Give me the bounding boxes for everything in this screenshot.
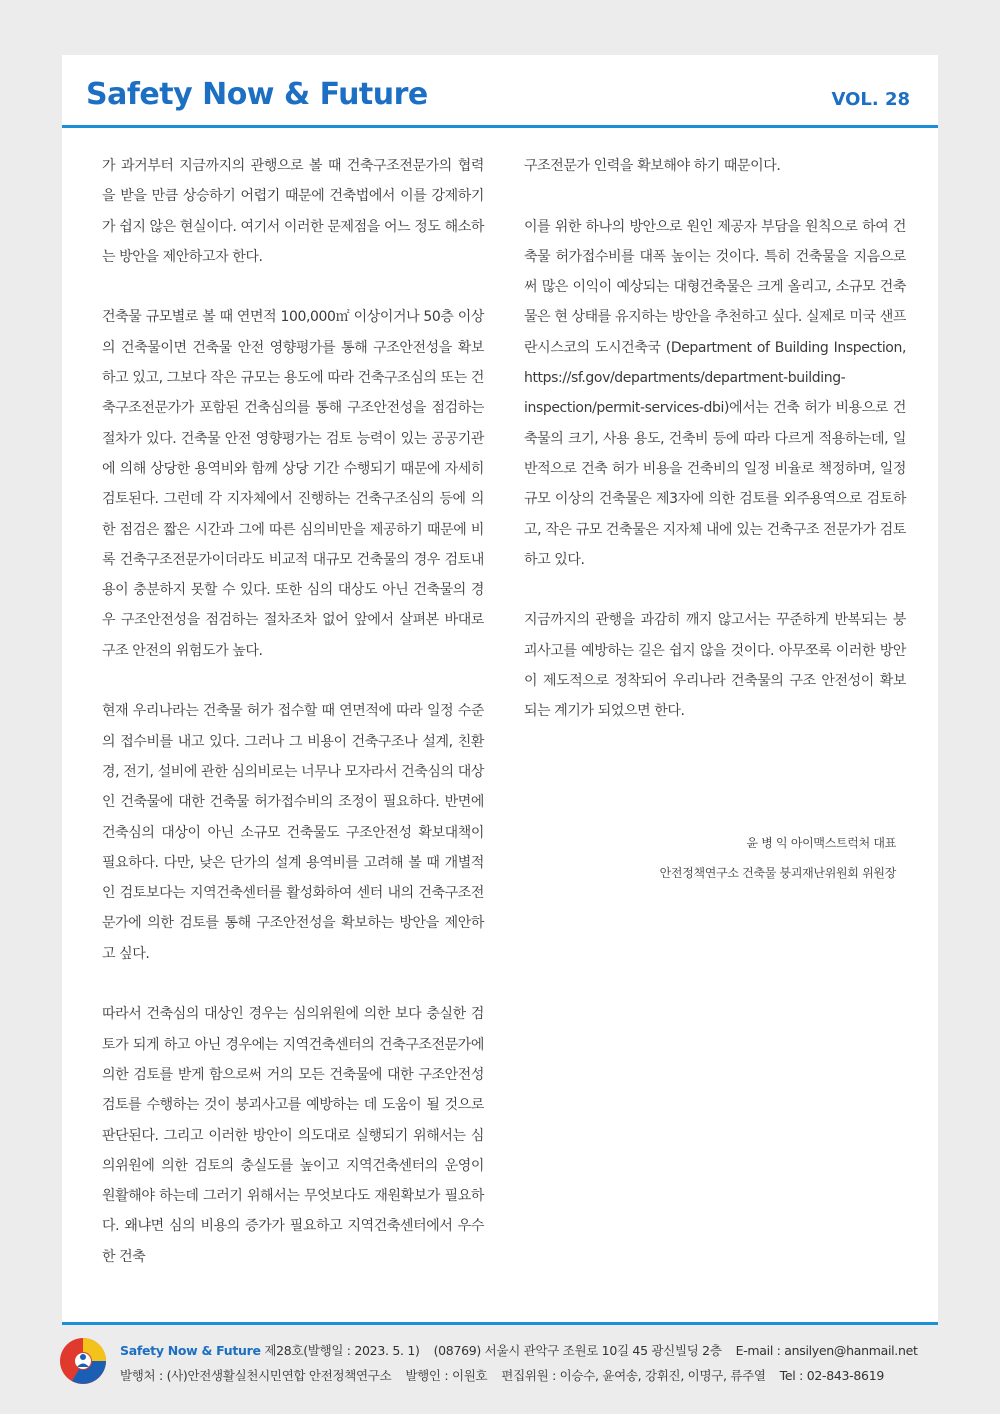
paragraph: 지금까지의 관행을 과감히 깨지 않고서는 꾸준하게 반복되는 붕괴사고를 예방하는 길은 쉽지 않을 것이다. 아무쪼록 이러한 방안이 제도적으로 정착되어 우리나라 건축물의 구조 안전성이 확보되는 계기가 되었으면 한다. <box>524 612 906 720</box>
author-name-title: 윤 병 익 아이맥스트럭처 대표 <box>746 836 896 850</box>
author-signature <box>660 828 896 888</box>
left-column <box>102 151 484 1272</box>
right-column <box>524 151 906 727</box>
footer-issue: 제28호(발행일 : 2023. 5. 1) <box>264 1343 420 1358</box>
header-divider <box>62 125 938 128</box>
footer-publisher: 발행처 : (사)안전생활실천시민연합 안전정책연구소 <box>120 1368 392 1383</box>
footer-brand: Safety Now & Future <box>120 1343 261 1358</box>
paragraph: 따라서 건축심의 대상인 경우는 심의위원에 의한 보다 충실한 검토가 되게 하고 아닌 경우에는 지역건축센터의 건축구조전문가에 의한 검토를 받게 함으로써 거의 모든 건축물에 대한 구조안전성 검토를 수행하는 것이 붕괴사고를 예방하는 데 도움이 될 것으로 판단된다. 그리고 이러한 방안이 의도대로 실행되기 위해서는 심의위원에 의한 검토의 충실도를 높이고 지역건축센터의 운영이 원활해야 하는데 그러기 위해서는 무엇보다도 재원확보가 필요하다. 왜냐면 심의 비용의 증가가 필요하고 지역건축센터에서 우수한 건축 <box>102 1006 484 1265</box>
footer-line-2 <box>120 1366 884 1384</box>
footer-issuer: 발행인 : 이원호 <box>405 1368 488 1383</box>
page <box>62 55 938 1325</box>
volume-label: VOL. 28 <box>831 89 910 110</box>
footer-divider <box>62 1322 938 1325</box>
footer-address: (08769) 서울시 관악구 조원로 10길 45 광신빌딩 2층 <box>433 1343 722 1358</box>
paragraph: 건축물 규모별로 볼 때 연면적 100,000㎡ 이상이거나 50층 이상의 건축물이면 건축물 안전 영향평가를 통해 구조안전성을 확보하고 있고, 그보다 작은 규모는 용도에 따라 건축구조심의 또는 건축구조전문가가 포함된 건축심의를 통해 구조안전성을 점검하는 절차가 있다. 건축물 안전 영향평가는 검토 능력이 있는 공공기관에 의해 상당한 용역비와 함께 상당 기간 수행되기 때문에 자세히 검토된다. 그런데 각 지자체에서 진행하는 건축구조심의 등에 의한 점검은 짧은 시간과 그에 따른 심의비만을 제공하기 때문에 비록 건축구조전문가이더라도 비교적 대규모 건축물의 경우 검토내용이 충분하지 못할 수 있다. 또한 심의 대상도 아닌 건축물의 경우 구조안전성을 점검하는 절차조차 없어 앞에서 살펴본 바대로 구조 안전의 위험도가 높다. <box>102 309 484 659</box>
footer-line-1 <box>120 1341 918 1359</box>
paragraph: 이를 위한 하나의 방안으로 원인 제공자 부담을 원칙으로 하여 건축물 허가접수비를 대폭 높이는 것이다. 특히 건축물을 지음으로써 많은 이익이 예상되는 대형건축물은 크게 올리고, 소규모 건축물은 현 상태를 유지하는 방안을 추천하고 싶다. 실제로 미국 샌프란시스코의 도시건축국 (Department of Building Inspection, https://sf.gov/departments/department-building-inspection/permit-services-dbi)에서는 건축 허가 비용으로 건축물의 크기, 사용 용도, 건축비 등에 따라 다르게 적용하는데, 일반적으로 건축 허가 비용을 건축비의 일정 비율로 책정하며, 일정 규모 이상의 건축물은 제3자에 의한 검토를 외주용역으로 검토하고, 작은 규모 건축물은 지자체 내에 있는 건축구조 전문가가 검토하고 있다. <box>524 218 906 568</box>
institute-logo-icon <box>58 1336 108 1386</box>
author-affiliation: 안전정책연구소 건축물 붕괴재난위원회 위원장 <box>659 866 896 880</box>
footer-email[interactable]: E-mail : ansilyen@hanmail.net <box>735 1343 918 1358</box>
footer-editors: 편집위원 : 이승수, 윤여송, 강휘진, 이명구, 류주열 <box>501 1368 766 1383</box>
paragraph: 구조전문가 인력을 확보해야 하기 때문이다. <box>524 158 781 174</box>
footer-tel: Tel : 02-843-8619 <box>779 1368 885 1383</box>
paragraph: 현재 우리나라는 건축물 허가 접수할 때 연면적에 따라 일정 수준의 접수비를 내고 있다. 그러나 그 비용이 건축구조나 설계, 친환경, 전기, 설비에 관한 심의비로는 너무나 모자라서 건축심의 대상인 건축물에 대한 건축물 허가접수비의 조정이 필요하다. 반면에 건축심의 대상이 아닌 소규모 건축물도 구조안전성 확보대책이 필요하다. 다만, 낮은 단가의 설계 용역비를 고려해 볼 때 개별적인 검토보다는 지역건축센터를 활성화하여 센터 내의 건축구조전문가에 의한 검토를 통해 구조안전성을 확보하는 방안을 제안하고 싶다. <box>102 703 484 962</box>
paragraph: 가 과거부터 지금까지의 관행으로 볼 때 건축구조전문가의 협력을 받을 만큼 상승하기 어렵기 때문에 건축법에서 이를 강제하기가 쉽지 않은 현실이다. 여기서 이러한 문제점을 어느 정도 해소하는 방안을 제안하고자 한다. <box>102 158 484 265</box>
newsletter-title: Safety Now & Future <box>86 77 428 112</box>
